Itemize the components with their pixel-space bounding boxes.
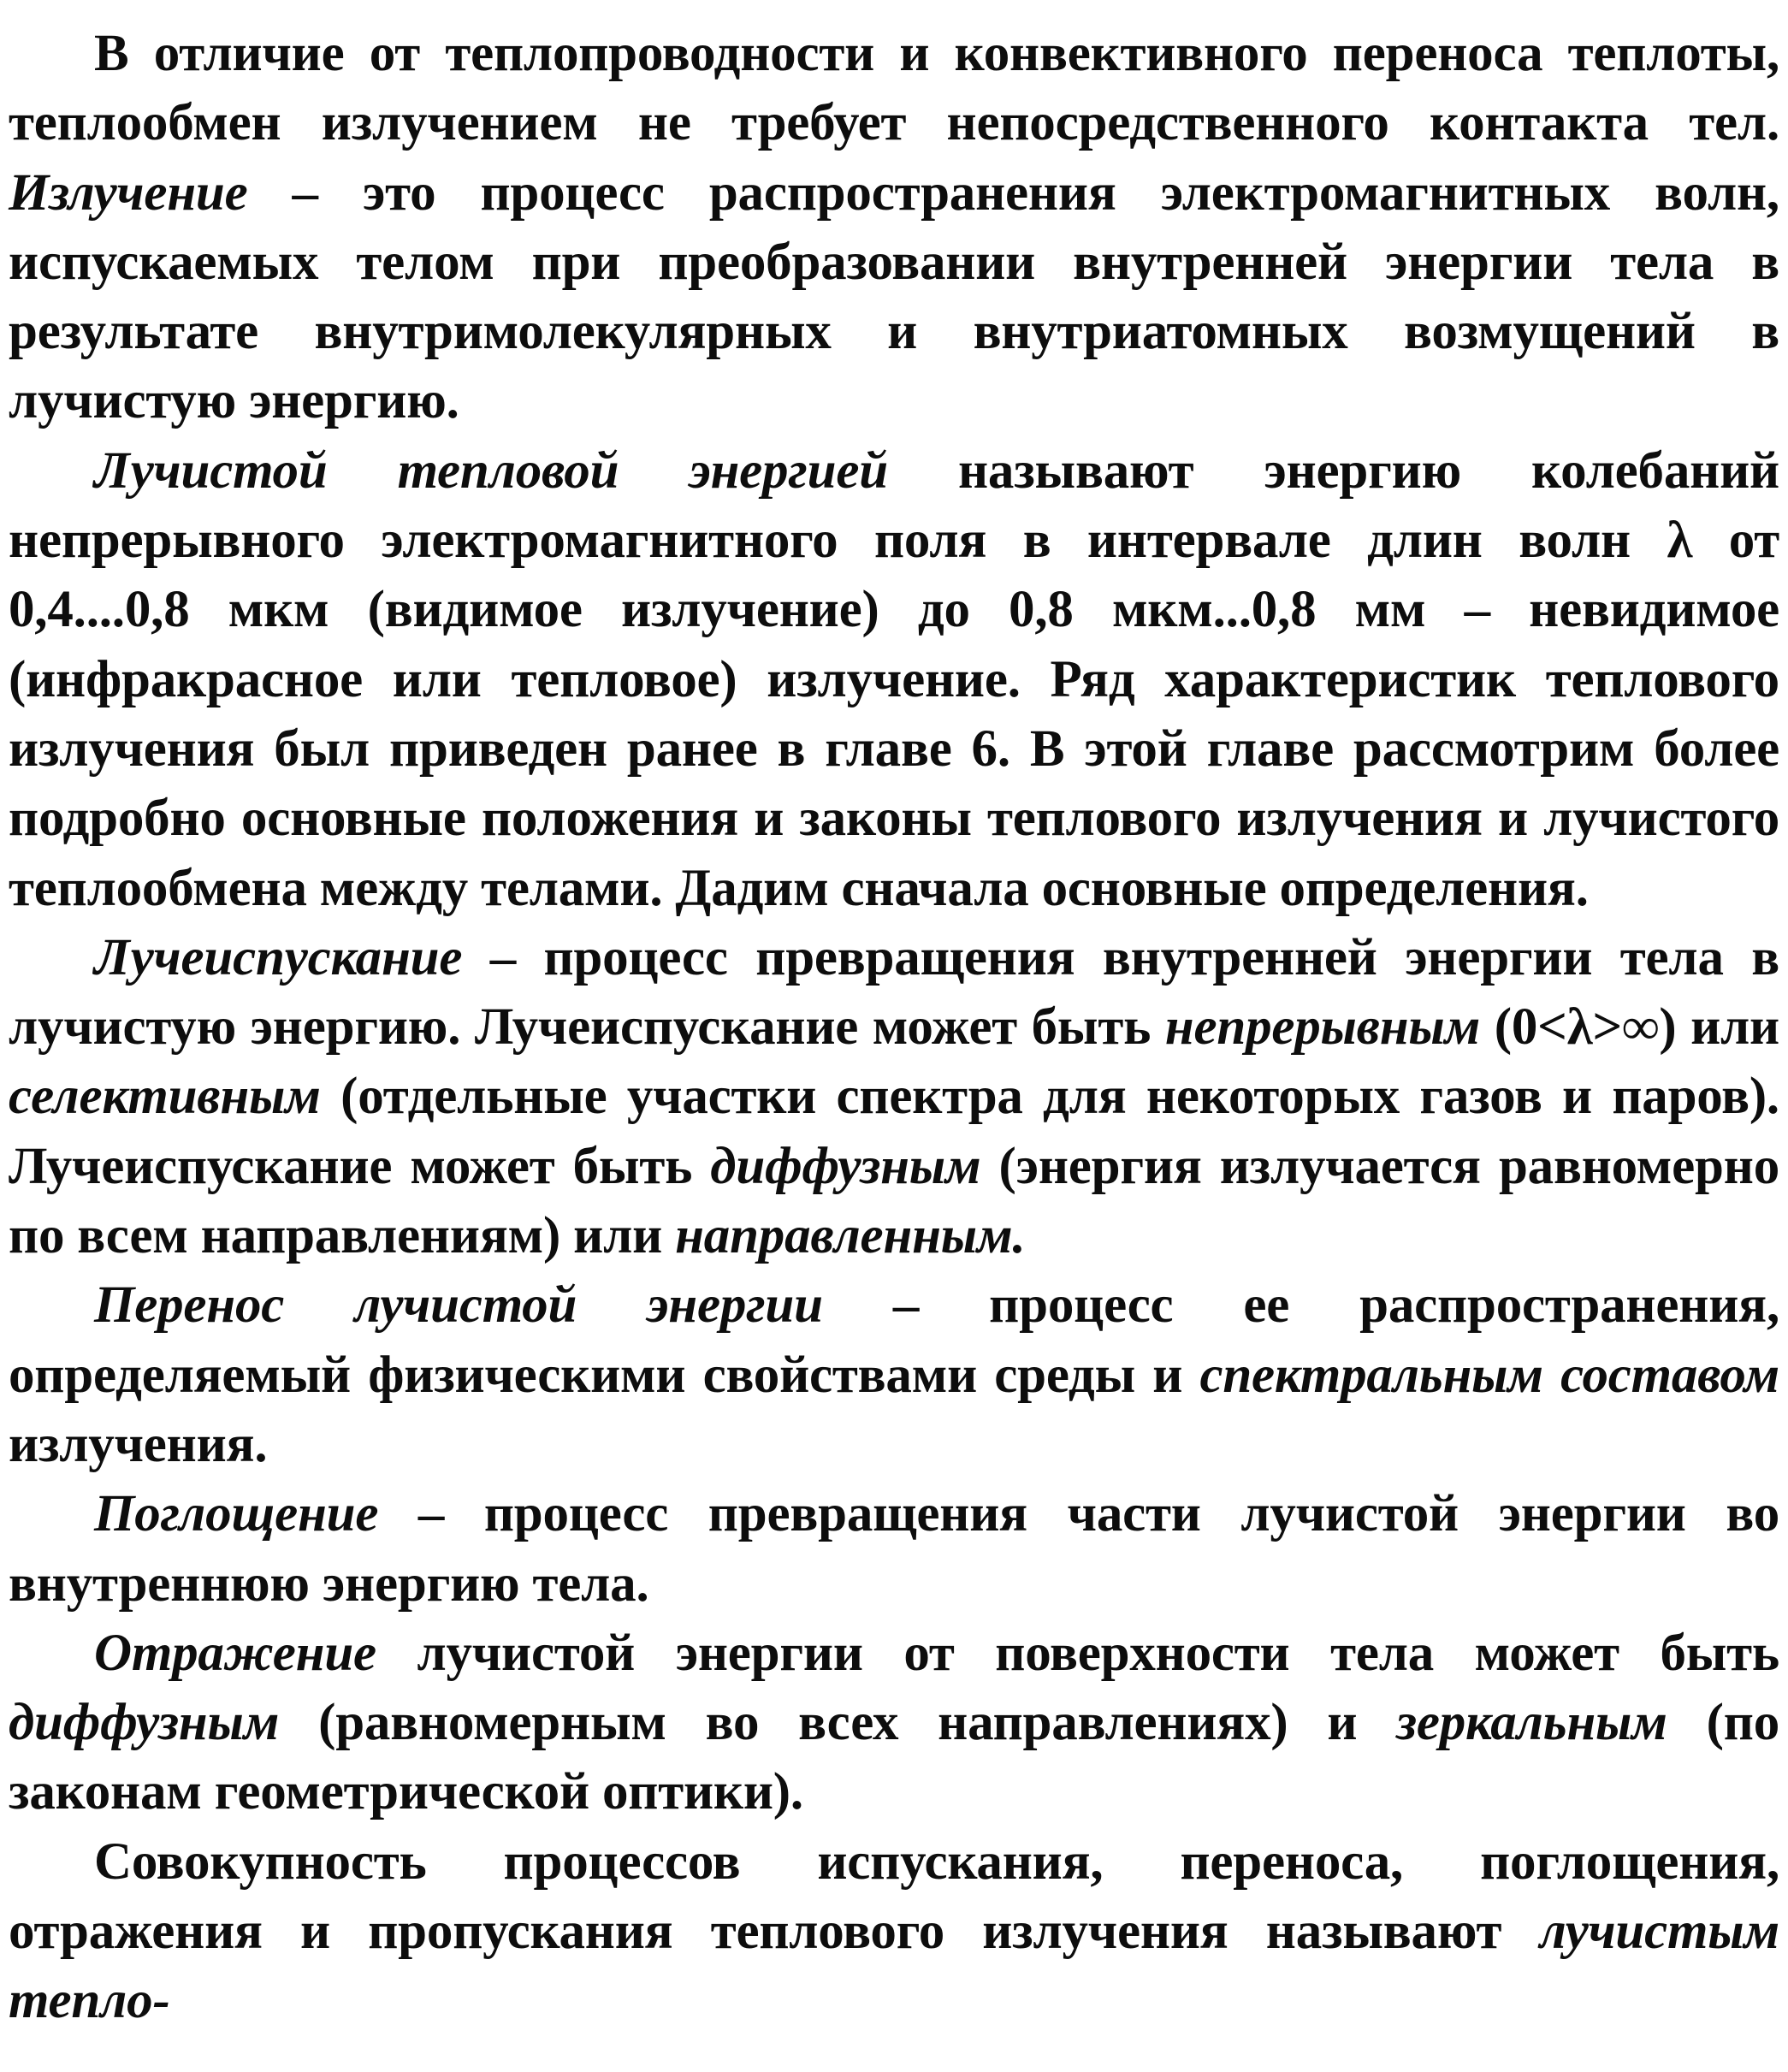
text-span: – процесс превращения части лучистой энергии во внутреннюю энергию тела. [9,1485,1779,1613]
text-span: – процесс превращения внутренней энергии тела в лучистую энергию. Лучеиспускание может быть [9,928,1779,1057]
text-span: (по законам геометрической оптики). [9,1694,1779,1821]
term-emphasis: непрерывным [1164,998,1481,1057]
paragraph-absorption [9,1479,1779,1619]
paragraph-reflection [9,1619,1779,1827]
text-span: называют энергию колебаний непрерывного электромагнитного поля в интервале длин волн λ от 0,4....0,8 мкм (видимое излучение) до 0,8 мкм...0,8 мм – невидимое (инфракрасное или тепловое) излучение. Ряд характеристик теплового излучения был приведен ранее в главе 6. В этой главе рассмотрим более подробно основные положения и законы теплового излучения и лучистого теплообмена между телами. Дадим сначала основные определения. [9,441,1779,917]
text-span: В отличие от теплопроводности и конвективного переноса теплоты, теплообмен излучением не требует непосредственного контакта тел. [9,25,1779,152]
term-emphasis: диффузным [9,1694,280,1752]
paragraph-radiant-heat-exchange [9,1827,1779,2036]
text-span: (отдельные участки спектра для некоторых газов и паров). Лучеиспускание может быть [9,1068,1779,1195]
term-emphasis: Поглощение [94,1485,379,1543]
text-span: – процесс ее распространения, определяемый физическими свойствами среды и [9,1276,1779,1404]
term-emphasis: зеркальным [1396,1694,1667,1752]
term-emphasis: селективным [9,1068,321,1126]
text-span: излучения. [9,1415,268,1473]
term-emphasis: Лучистой тепловой энергией [94,441,888,500]
term-emphasis: Излучение [9,163,248,222]
term-emphasis: лучистым тепло- [9,1903,1779,2030]
term-emphasis: направленным. [675,1207,1026,1265]
text-span: (энергия излучается равномерно по всем направлениям) или [9,1137,1779,1265]
text-span: – это процесс распространения электромагнитных волн, испускаемых телом при преобразовании внутренней энергии тела в результате внутримолекулярных и внутриатомных возмущений в лучистую энергию. [9,163,1779,430]
term-emphasis: спектральным составом [1199,1346,1779,1404]
term-emphasis: Отражение [94,1624,376,1682]
text-span: (0<λ>∞) или [1480,998,1779,1057]
paragraph-transfer [9,1270,1779,1479]
paragraph-radiation-definition [9,19,1779,436]
paragraph-emission [9,923,1779,1270]
paragraph-radiant-energy [9,436,1779,923]
text-span: (равномерным во всех направлениях) и [279,1694,1397,1752]
document-page [9,19,1779,2063]
term-emphasis: диффузным [710,1137,981,1195]
text-span: Совокупность процессов испускания, переноса, поглощения, отражения и пропускания теплового излучения называют [9,1832,1779,1961]
term-emphasis: Лучеиспускание [94,928,463,986]
term-emphasis: Перенос лучистой энергии [94,1276,823,1335]
text-span: лучистой энергии от поверхности тела может быть [376,1624,1779,1682]
